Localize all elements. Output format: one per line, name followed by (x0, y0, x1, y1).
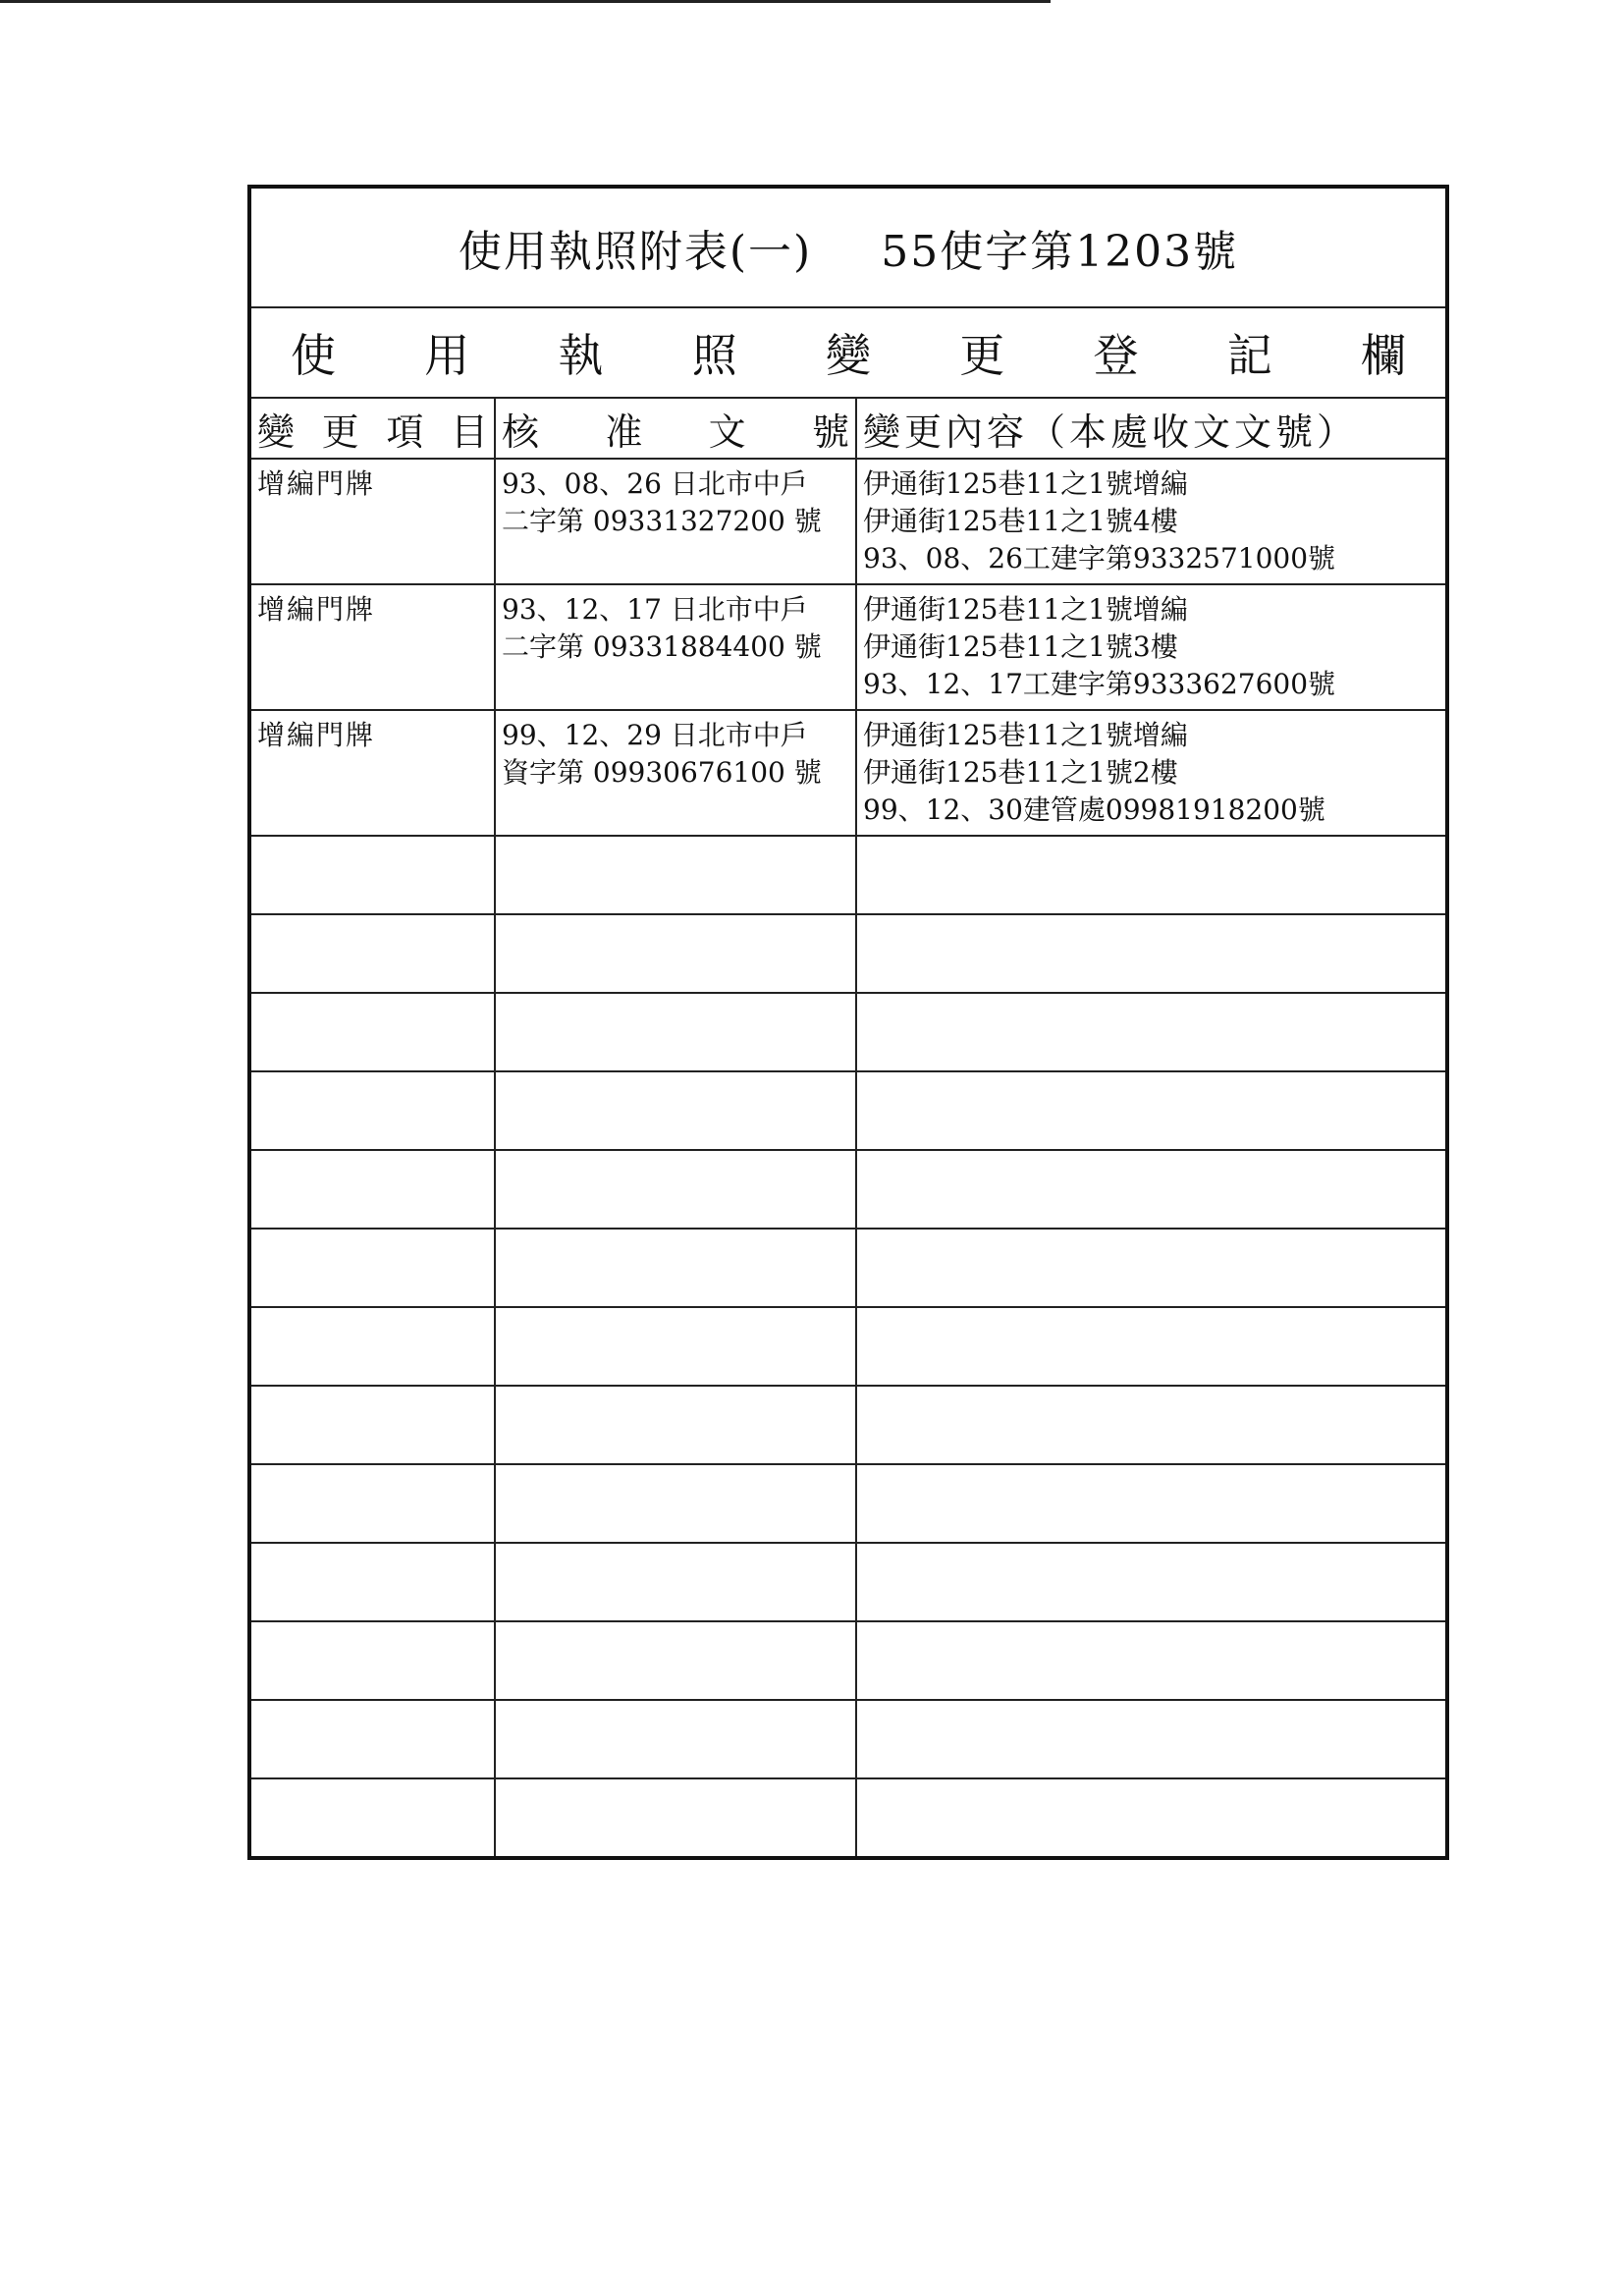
empty-cell (495, 836, 856, 914)
empty-cell (856, 1071, 1447, 1150)
approval-cell (495, 459, 856, 584)
change-item-cell: 增編門牌 (249, 710, 495, 836)
header-char: 准 (605, 410, 643, 454)
form-title (249, 187, 1447, 307)
header-char: 變 (257, 410, 296, 454)
empty-cell (495, 1307, 856, 1386)
empty-cell (249, 1307, 495, 1386)
header-change-item (249, 398, 495, 459)
header-char: 項 (386, 410, 424, 454)
empty-cell (249, 1071, 495, 1150)
approval-line: 二字第 09331327200 號 (502, 505, 822, 537)
empty-cell (249, 914, 495, 993)
approval-line: 二字第 09331884400 號 (502, 630, 822, 663)
empty-cell (249, 836, 495, 914)
empty-row (249, 1621, 1447, 1700)
empty-cell (249, 1464, 495, 1543)
empty-cell (249, 1150, 495, 1229)
empty-cell (856, 914, 1447, 993)
content-line: 伊通街125巷11之1號3樓 (863, 630, 1178, 663)
empty-cell (856, 1229, 1447, 1307)
empty-cell (495, 914, 856, 993)
approval-line: 93、12、17 日北市中戶 (502, 593, 808, 626)
empty-row (249, 1543, 1447, 1621)
empty-cell (856, 1778, 1447, 1858)
content-line: 伊通街125巷11之1號增編 (863, 593, 1188, 626)
content-cell (856, 459, 1447, 584)
banner-char: 登 (1093, 329, 1139, 382)
header-char: 號 (811, 410, 849, 454)
empty-row (249, 1386, 1447, 1464)
license-number: 55使字第1203號 (881, 227, 1239, 277)
table-row (249, 584, 1447, 710)
header-char: 目 (450, 410, 488, 454)
content-line: 伊通街125巷11之1號2樓 (863, 756, 1178, 789)
empty-row (249, 1778, 1447, 1858)
empty-cell (249, 1778, 495, 1858)
banner-char: 使 (291, 329, 336, 382)
empty-cell (249, 1700, 495, 1778)
empty-cell (856, 993, 1447, 1071)
approval-line: 99、12、29 日北市中戶 (502, 719, 808, 751)
empty-cell (495, 1778, 856, 1858)
header-char: 文 (708, 410, 746, 454)
empty-cell (249, 993, 495, 1071)
empty-cell (495, 1700, 856, 1778)
header-row (249, 398, 1447, 459)
table-row (249, 710, 1447, 836)
content-line: 93、08、26工建字第9332571000號 (863, 542, 1336, 574)
empty-cell (856, 1621, 1447, 1700)
approval-cell (495, 584, 856, 710)
banner-char: 執 (558, 329, 604, 382)
empty-cell (856, 836, 1447, 914)
header-approval-number (495, 398, 856, 459)
content-cell (856, 584, 1447, 710)
empty-cell (495, 1464, 856, 1543)
empty-cell (495, 993, 856, 1071)
empty-cell (249, 1386, 495, 1464)
empty-cell (249, 1543, 495, 1621)
empty-cell (495, 1150, 856, 1229)
header-change-content: 變更內容（本處收文文號） (856, 398, 1447, 459)
section-banner (249, 307, 1447, 398)
empty-cell (495, 1071, 856, 1150)
empty-cell (856, 1150, 1447, 1229)
license-change-form (247, 185, 1449, 1860)
empty-row (249, 836, 1447, 914)
empty-cell (495, 1543, 856, 1621)
banner-char: 更 (959, 329, 1005, 382)
empty-cell (495, 1229, 856, 1307)
empty-cell (856, 1464, 1447, 1543)
empty-row (249, 1700, 1447, 1778)
empty-row (249, 1464, 1447, 1543)
content-line: 99、12、30建管處09981918200號 (863, 793, 1325, 826)
banner-char: 用 (424, 329, 470, 382)
empty-cell (856, 1386, 1447, 1464)
empty-cell (856, 1700, 1447, 1778)
change-item-cell: 增編門牌 (249, 584, 495, 710)
banner-char: 欄 (1361, 329, 1406, 382)
empty-cell (495, 1621, 856, 1700)
scan-top-edge (0, 0, 1051, 3)
content-line: 伊通街125巷11之1號4樓 (863, 505, 1178, 537)
empty-cell (249, 1229, 495, 1307)
content-line: 伊通街125巷11之1號增編 (863, 467, 1188, 500)
header-char: 核 (502, 410, 540, 454)
empty-cell (495, 1386, 856, 1464)
form-title-text: 使用執照附表(一) (458, 227, 813, 277)
change-item-cell: 增編門牌 (249, 459, 495, 584)
empty-cell (856, 1543, 1447, 1621)
banner-char: 照 (691, 329, 737, 382)
approval-line: 93、08、26 日北市中戶 (502, 467, 808, 500)
content-cell (856, 710, 1447, 836)
empty-row (249, 1307, 1447, 1386)
empty-row (249, 1150, 1447, 1229)
banner-char: 記 (1226, 329, 1272, 382)
empty-cell (249, 1621, 495, 1700)
header-char: 更 (321, 410, 359, 454)
approval-cell (495, 710, 856, 836)
empty-cell (856, 1307, 1447, 1386)
empty-row (249, 914, 1447, 993)
table-row (249, 459, 1447, 584)
empty-row (249, 1071, 1447, 1150)
content-line: 伊通街125巷11之1號增編 (863, 719, 1188, 751)
banner-char: 變 (826, 329, 871, 382)
content-line: 93、12、17工建字第9333627600號 (863, 668, 1336, 700)
empty-row (249, 1229, 1447, 1307)
empty-row (249, 993, 1447, 1071)
approval-line: 資字第 09930676100 號 (502, 756, 822, 789)
